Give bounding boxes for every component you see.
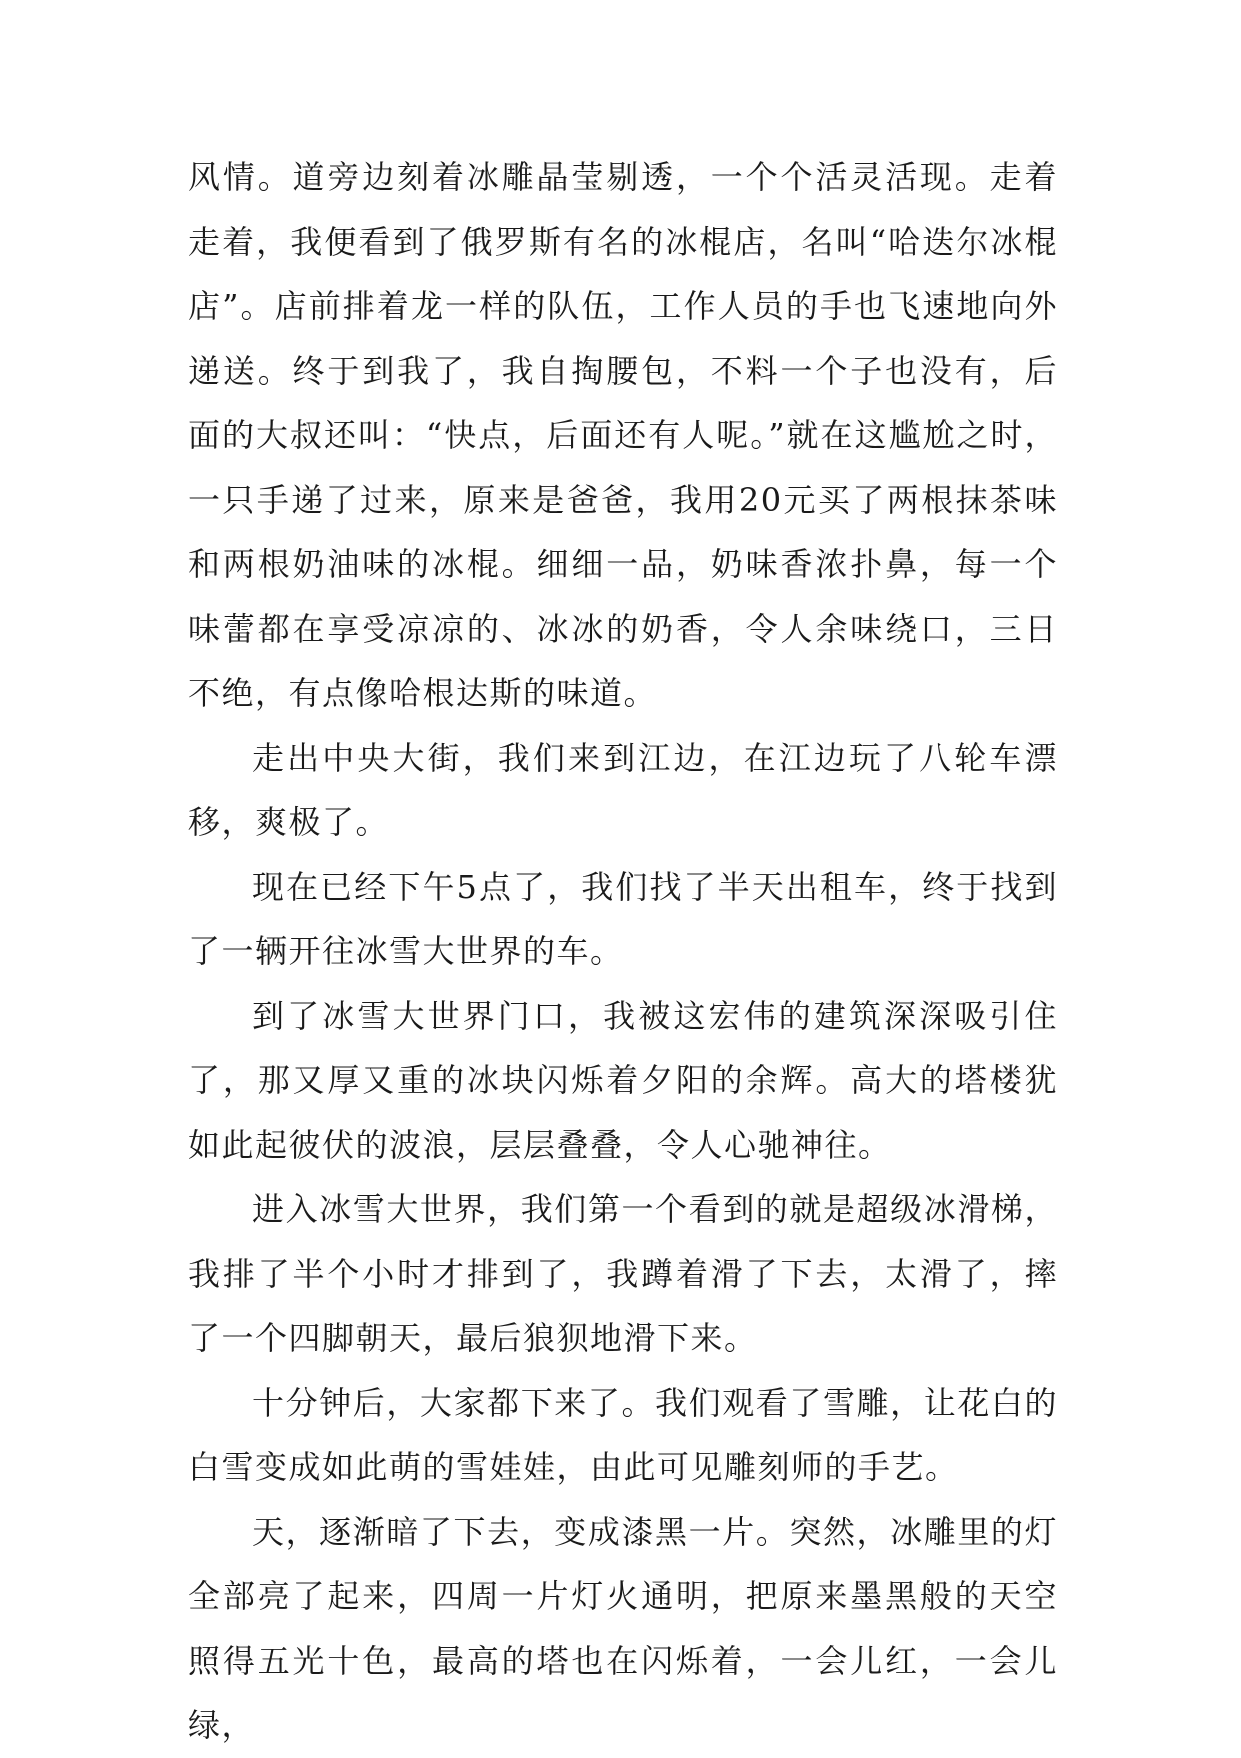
paragraph-5: 进入冰雪大世界，我们第一个看到的就是超级冰滑梯，我排了半个小时才排到了，我蹲着滑了下去，太滑了，摔了一个四脚朝天，最后狼狈地滑下来。	[188, 1190, 1058, 1357]
paragraph-3: 现在已经下午5点了，我们找了半天出租车，终于找到了一辆开往冰雪大世界的车。	[188, 867, 1058, 970]
document-body	[188, 145, 1058, 1758]
paragraph-2: 走出中央大街，我们来到江边，在江边玩了八轮车漂移，爽极了。	[188, 738, 1058, 841]
paragraph-1: 风情。道旁边刻着冰雕晶莹剔透，一个个活灵活现。走着走着，我便看到了俄罗斯有名的冰棍店，名叫“哈迭尔冰棍店”。店前排着龙一样的队伍，工作人员的手也飞速地向外递送。终于到我了，我自掏腰包，不料一个子也没有，后面的大叔还叫：“快点，后面还有人呢。”就在这尴尬之时，一只手递了过来，原来是爸爸，我用20元买了两根抹茶味和两根奶油味的冰棍。细细一品，奶味香浓扑鼻，每一个味蕾都在享受凉凉的、冰冰的奶香，令人余味绕口，三日不绝，有点像哈根达斯的味道。	[188, 158, 1058, 712]
paragraph-6: 十分钟后，大家都下来了。我们观看了雪雕，让花白的白雪变成如此萌的雪娃娃，由此可见雕刻师的手艺。	[188, 1383, 1058, 1486]
paragraph-4: 到了冰雪大世界门口，我被这宏伟的建筑深深吸引住了，那又厚又重的冰块闪烁着夕阳的余辉。高大的塔楼犹如此起彼伏的波浪，层层叠叠，令人心驰神往。	[188, 996, 1058, 1164]
paragraph-7: 天，逐渐暗了下去，变成漆黑一片。突然，冰雕里的灯全部亮了起来，四周一片灯火通明，把原来墨黑般的天空照得五光十色，最高的塔也在闪烁着，一会儿红，一会儿绿，	[188, 1512, 1058, 1744]
